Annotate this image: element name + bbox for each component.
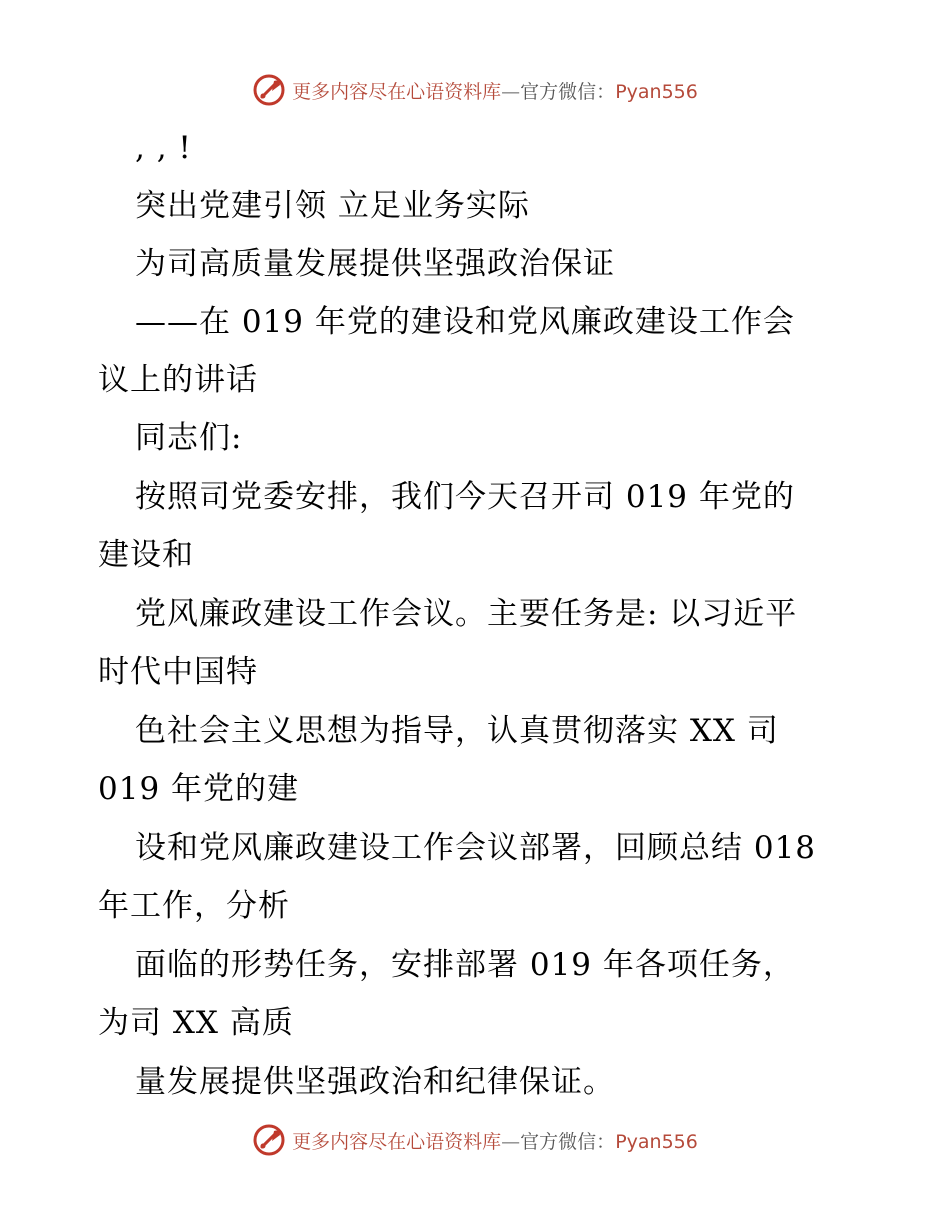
text-line: 量发展提供坚强政治和纪律保证。 xyxy=(135,1064,615,1100)
speech-subtitle-line: ——在 019 年党的建设和党风廉政建设工作会 xyxy=(135,304,795,340)
text-line: 019 年党的建 xyxy=(98,771,300,807)
watermark-text xyxy=(292,1127,698,1154)
watermark-official-label: 官方微信： xyxy=(520,80,616,103)
watermark-dash: — xyxy=(501,80,521,103)
text-line: 时代中国特 xyxy=(98,654,258,690)
salutation: 同志们: xyxy=(135,420,243,456)
text-line: 面临的形势任务，安排部署 019 年各项任务， xyxy=(135,947,795,983)
speech-title-line-1: 突出党建引领 立足业务实际 xyxy=(135,188,530,224)
speech-subtitle-continuation: 议上的讲话 xyxy=(98,362,258,398)
text-line: 为司 XX 高质 xyxy=(98,1005,294,1041)
footer-watermark xyxy=(0,1120,950,1160)
watermark-main-text: 更多内容尽在心语资料库 xyxy=(292,80,502,103)
text-line: 设和党风廉政建设工作会议部署，回顾总结 018 xyxy=(135,830,817,866)
quill-logo-icon xyxy=(252,73,286,107)
quill-logo-icon xyxy=(252,1123,286,1157)
speech-title-line-2: 为司高质量发展提供坚强政治保证 xyxy=(135,246,615,282)
text-line: 年工作，分析 xyxy=(98,888,290,924)
text-line: , , ! xyxy=(135,130,192,166)
watermark-official-label: 官方微信： xyxy=(520,1130,616,1153)
text-line: 建设和 xyxy=(98,537,194,573)
watermark-wechat-id: Pyan556 xyxy=(615,1130,698,1153)
header-watermark xyxy=(0,70,950,110)
text-line: 色社会主义思想为指导，认真贯彻落实 XX 司 xyxy=(135,713,779,749)
watermark-text xyxy=(292,77,698,104)
text-line: 按照司党委安排，我们今天召开司 019 年党的 xyxy=(135,479,795,515)
text-line: 党风廉政建设工作会议。主要任务是: 以习近平 xyxy=(135,596,798,632)
watermark-wechat-id: Pyan556 xyxy=(615,80,698,103)
watermark-dash: — xyxy=(501,1130,521,1153)
watermark-main-text: 更多内容尽在心语资料库 xyxy=(292,1130,502,1153)
